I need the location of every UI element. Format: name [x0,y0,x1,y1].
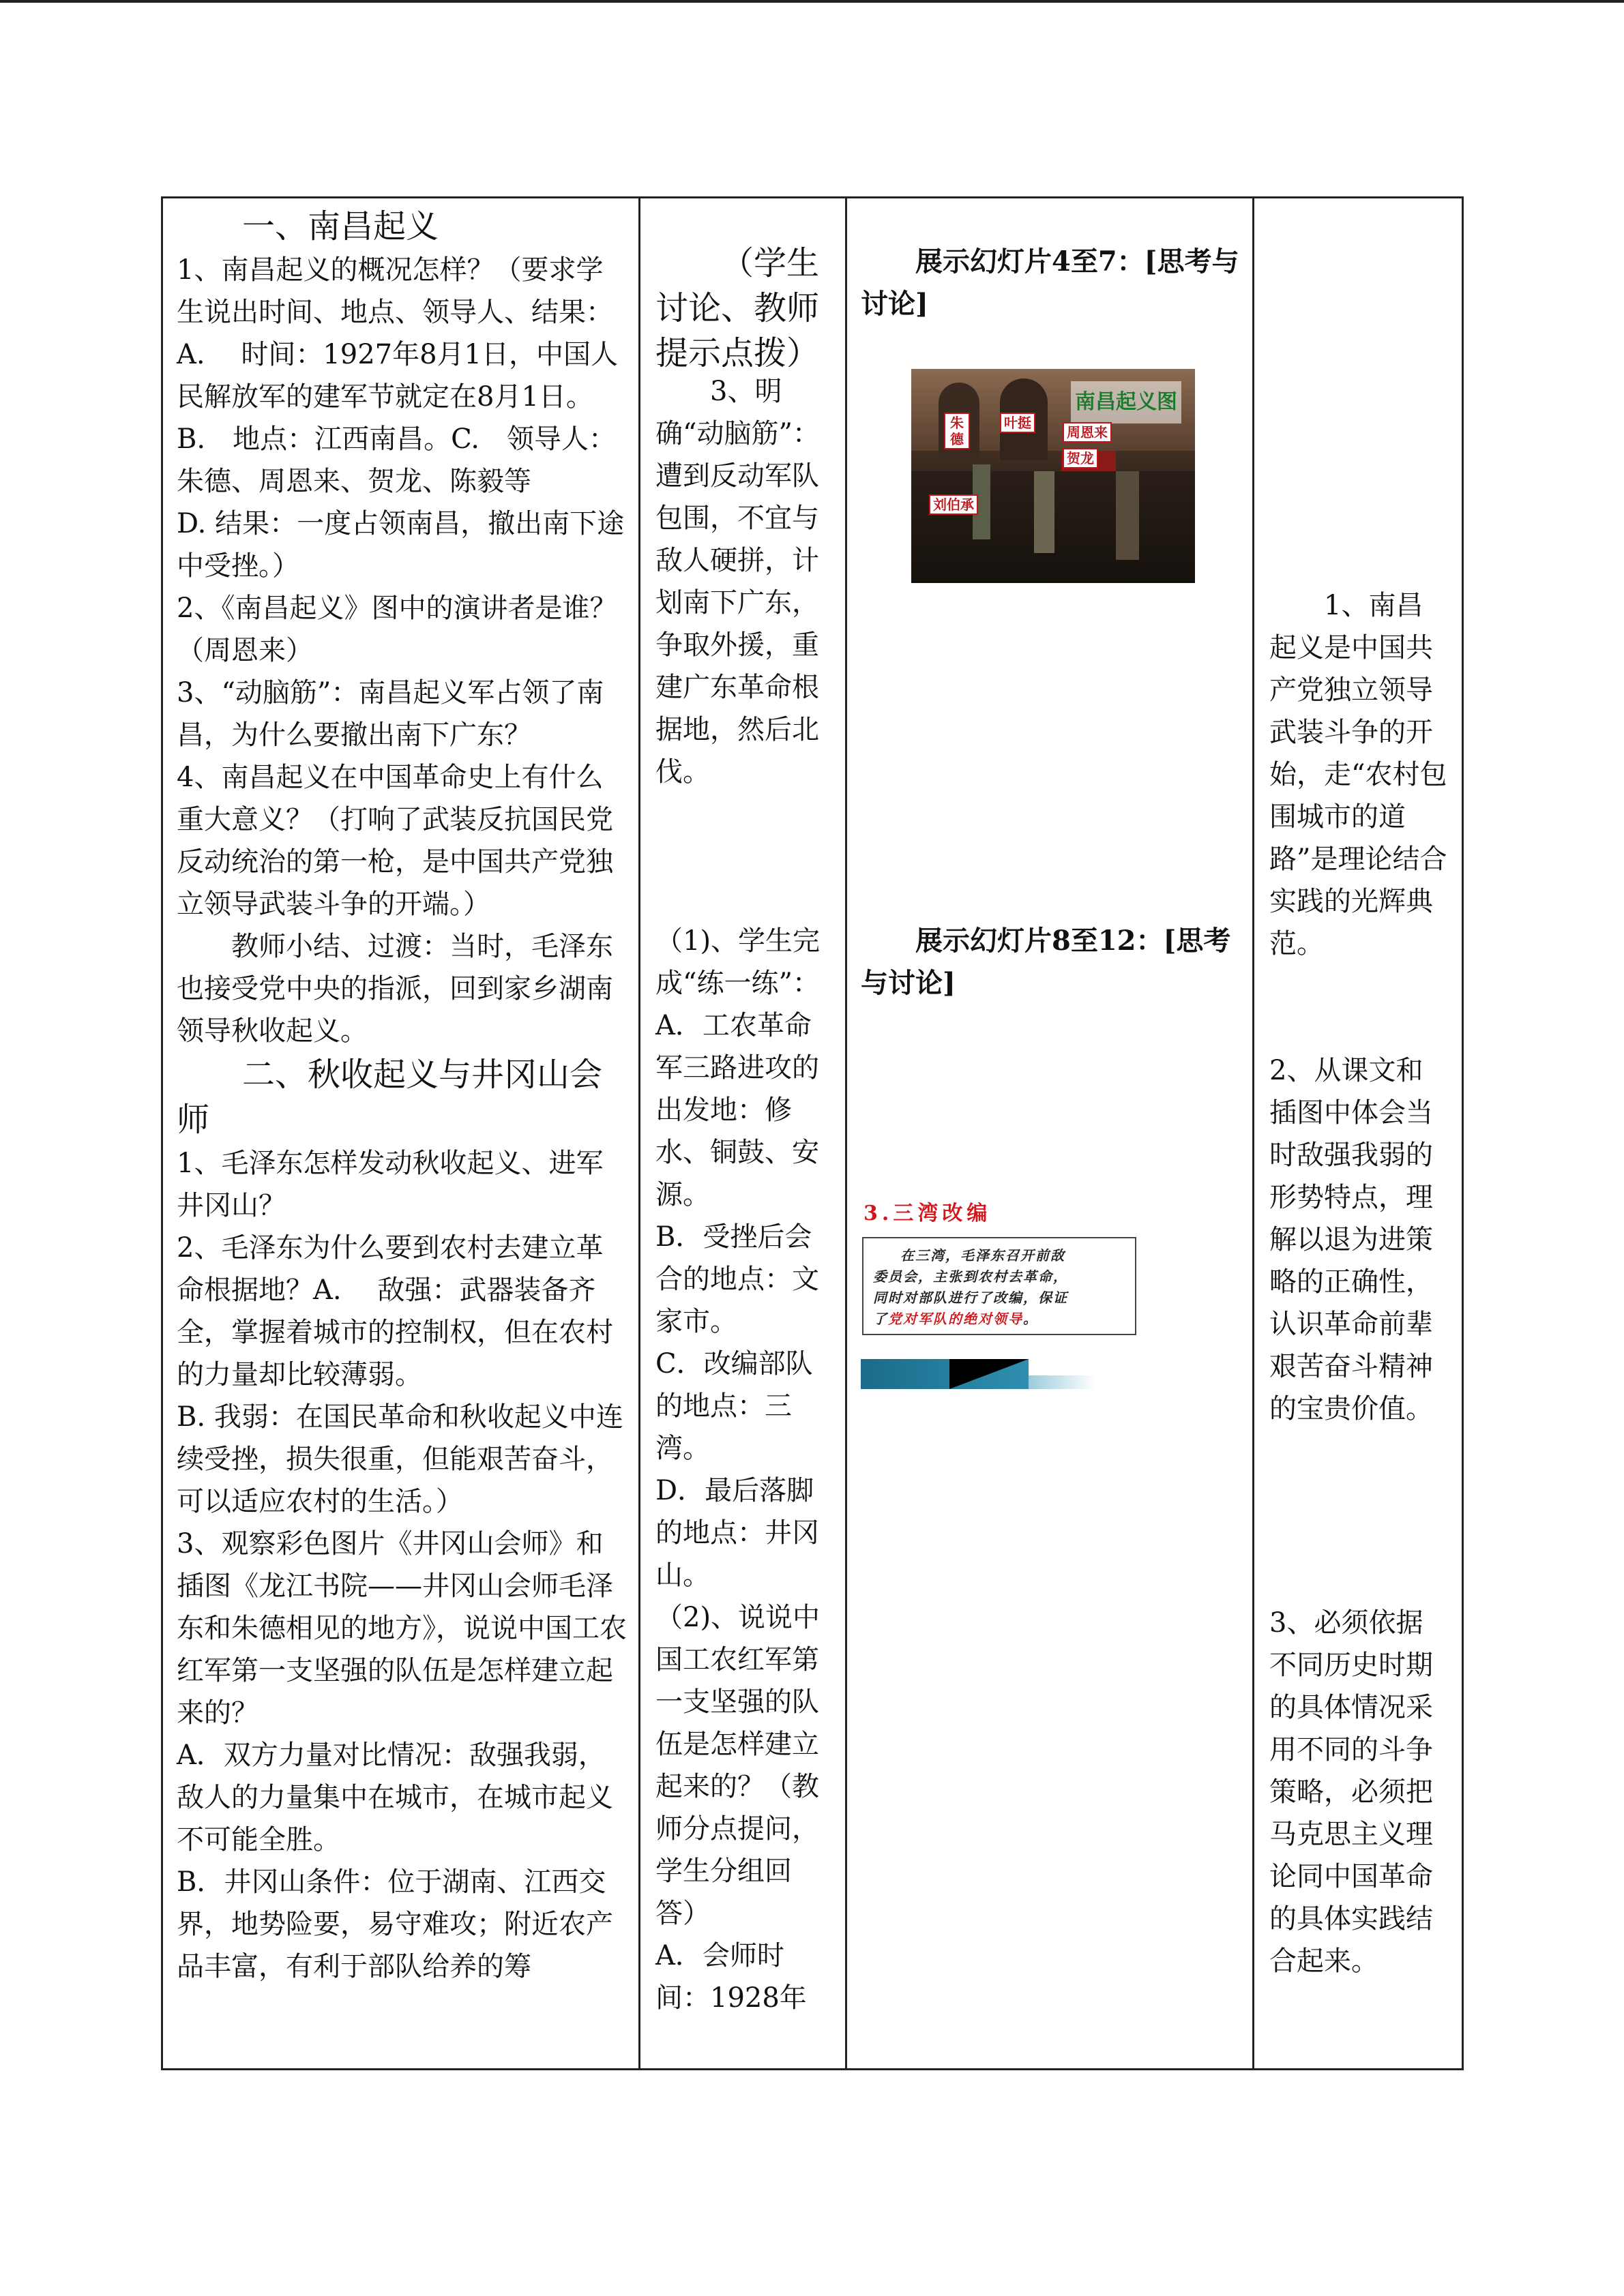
lesson-plan-table [161,196,1464,2070]
question-line: 3、观察彩色图片《井冈山会师》和插图《龙江书院——井冈山会师毛泽东和朱德相见的地方》，说说中国工农红军第一支坚强的队伍是怎样建立起来的？ [177,1528,627,1729]
image-label: 贺龙 [1063,448,1098,468]
image-label: 周恩来 [1063,422,1112,443]
question-line: B．井冈山条件：位于湖南、江西交界，地势险要，易守难攻；附近农产品丰富，有利于部队给养的筹 [177,1866,613,1982]
sanwan-line-last [873,1309,1125,1330]
content-column [163,198,640,2068]
question-line: 4、南昌起义在中国革命史上有什么重大意义？（打响了武装反抗国民党反动统治的第一枪，是中国共产党独立领导武装斗争的开端。） [177,762,613,920]
practice-line: A．工农革命军三路进攻的出发地：修水、铜鼓、安源。 [655,1010,819,1210]
slide-caption-8-12: 展示幻灯片8至12：[思考与讨论] [861,925,1231,999]
question-line: B. 我弱：在国民革命和秋收起义中连续受挫，损失很重，但能艰苦奋斗，可以适应农村的生活。） [177,1401,623,1517]
page-top-border [0,0,1624,3]
sanwan-prefix: 了 [873,1311,888,1327]
image-label: 叶挺 [1000,413,1035,433]
practice-line: B．受挫后会合的地点：文家市。 [655,1221,819,1337]
activity-practice [655,920,831,2019]
slide-decoration-triangle [949,1359,1029,1389]
goal-1: 1、南昌起义是中国共产党独立领导武装斗争的开始，走“农村包围城市的道路”是理论结合实践的光辉典范。 [1269,590,1447,959]
activity-answer: 3、明确“动脑筋”：遭到反动军队包围，不宜与敌人硬拼，计划南下广东，争取外援，重建广东革命根据地，然后北伐。 [655,376,820,788]
question-line: B. 地点：江西南昌。C. 领导人：朱德、周恩来、贺龙、陈毅等 [177,423,617,497]
slide-decoration-fade [1029,1375,1095,1389]
practice-line: （1)、学生完成“练一练”： [655,925,821,999]
activity-column [640,198,847,2068]
sanwan-line: 在三湾，毛泽东召开前敌 [900,1247,1065,1264]
question-line: 3、“动脑筋”：南昌起义军占领了南昌，为什么要撤出南下广东？ [177,677,604,751]
practice-line: A．会师时间：1928年 [655,1940,807,2014]
image-label: 刘伯承 [929,494,978,515]
question-line: D. 结果：一度占领南昌，撤出南下途中受挫。） [177,508,625,582]
question-line: 2、毛泽东为什么要到农村去建立革命根据地？A. 敌强：武器装备齐全，掌握着城市的控制权，但在农村的力量却比较薄弱。 [177,1232,613,1390]
sanwan-suffix: 。 [1023,1311,1038,1327]
goals-column [1254,198,1464,2068]
sanwan-line: 委员会，主张到农村去革命， [873,1268,1068,1285]
question-line: 1、南昌起义的概况怎样？（要求学生说出时间、地点、领导人、结果： [177,254,613,328]
practice-line: （2)、说说中国工农红军第一支坚强的队伍是怎样建立起来的？（教师分点提问，学生分组回答） [655,1602,821,1929]
sanwan-line: 同时对部队进行了改编，保证 [873,1289,1068,1306]
image-label: 朱德 [944,413,970,449]
teacher-summary: 教师小结、过渡：当时，毛泽东也接受党中央的指派，回到家乡湖南领导秋收起义。 [177,931,613,1047]
section-heading-autumn-harvest: 二、秋收起义与井冈山会师 [177,1056,603,1139]
sanwan-highlight: 党对军队的绝对领导 [888,1311,1023,1327]
nanchang-uprising-image [911,369,1195,583]
goal-2: 2、从课文和插图中体会当时敌强我弱的形势特点，理解以退为进策略的正确性，认识革命前辈艰苦奋斗精神的宝贵价值。 [1269,1055,1433,1425]
question-line: 1、毛泽东怎样发动秋收起义、进军井冈山？ [177,1148,604,1221]
slide-caption-4-7: 展示幻灯片4至7：[思考与讨论] [861,245,1239,320]
question-line: A. 时间：1927年8月1日，中国人民解放军的建军节就定在8月1日。 [177,339,619,413]
practice-line: C．改编部队的地点：三湾。 [655,1348,813,1464]
activity-discussion: （学生讨论、教师提示点拨） [655,244,820,372]
question-line: 2、《南昌起义》图中的演讲者是谁？（周恩来） [177,593,617,666]
section-heading-nanchang: 一、南昌起义 [242,207,439,245]
practice-line: D．最后落脚的地点：井冈山。 [655,1475,819,1591]
media-column [847,198,1254,2068]
question-line: A．双方力量对比情况：敌强我弱，敌人的力量集中在城市，在城市起义不可能全胜。 [177,1740,613,1855]
sanwan-slide-text [862,1237,1136,1335]
sanwan-slide-title: 3.三湾改编 [863,1202,992,1225]
image-title: 南昌起义图 [1071,381,1181,423]
goal-3: 3、必须依据不同历史时期的具体情况采用不同的斗争策略，必须把马克思主义理论同中国革命的具体实践结合起来。 [1269,1607,1433,1977]
